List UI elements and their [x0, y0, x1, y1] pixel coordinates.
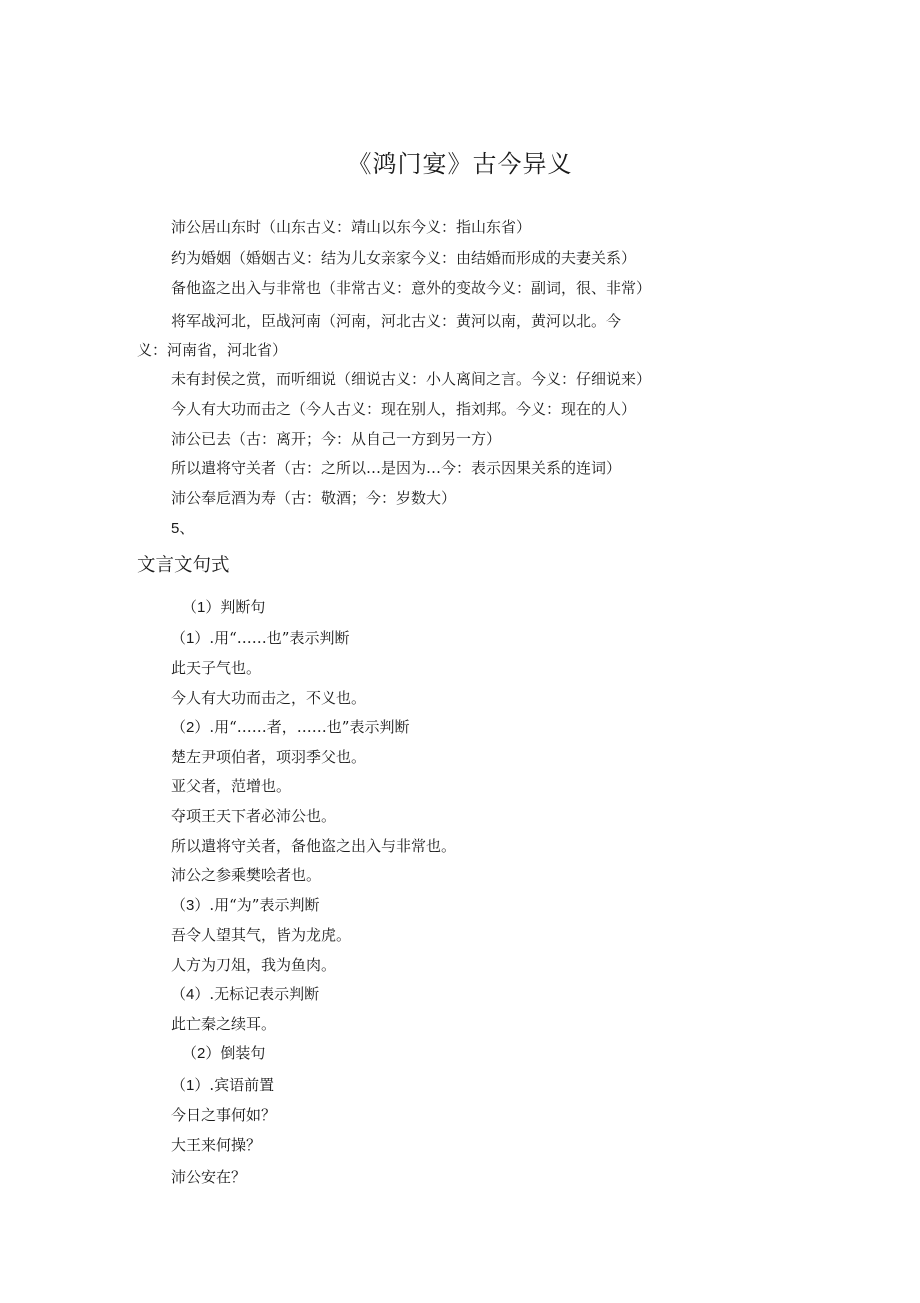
example-sentence: 此天子气也。 — [171, 659, 262, 677]
rule-text: .用“为”表示判断 — [209, 896, 320, 914]
gujin-item: 沛公居山东时（山东古义：靖山以东今义：指山东省） — [171, 218, 532, 236]
document-title: 《鸿门宴》古今异义 — [347, 150, 573, 178]
example-sentence: 亚父者，范增也。 — [171, 777, 292, 795]
gujin-item: 未有封侯之赏，而听细说（细说古义：小人离间之言。今义：仔细说来） — [171, 370, 652, 388]
example-sentence: 沛公安在？ — [171, 1168, 247, 1186]
example-sentence: 今日之事何如？ — [171, 1106, 277, 1124]
example-sentence: 今人有大功而击之，不义也。 — [171, 689, 367, 707]
rule-text: .用“……者，……也”表示判断 — [209, 718, 410, 736]
gujin-item: 备他盗之出入与非常也（非常古义：意外的变故今义：副词，很、非常） — [171, 279, 652, 297]
example-sentence: 此亡秦之续耳。 — [171, 1015, 277, 1033]
rule-number: （2） — [171, 719, 210, 736]
subsection-number: （1） — [182, 599, 221, 616]
example-sentence: 沛公之参乘樊哙者也。 — [171, 866, 322, 884]
rule-heading — [171, 1074, 274, 1097]
rule-heading — [171, 894, 319, 917]
example-sentence: 吾令人望其气，皆为龙虎。 — [171, 926, 352, 944]
rule-number: （3） — [171, 897, 210, 914]
rule-number: （1） — [171, 1077, 210, 1094]
gujin-item: 所以遣将守关者（古：之所以…是因为…今：表示因果关系的连词） — [171, 459, 622, 477]
example-sentence: 所以遣将守关者，备他盗之出入与非常也。 — [171, 837, 457, 855]
subsection-number: （2） — [182, 1045, 221, 1062]
gujin-item: 沛公奉卮酒为寿（古：敬酒；今：岁数大） — [171, 489, 457, 507]
subsection-label: 倒装句 — [220, 1044, 266, 1062]
section-number: 5、 — [171, 520, 195, 537]
example-sentence: 人方为刀俎，我为鱼肉。 — [171, 956, 337, 974]
example-sentence: 夺项王天下者必沛公也。 — [171, 807, 337, 825]
example-sentence: 楚左尹项伯者，项羽季父也。 — [171, 748, 367, 766]
subsection-heading-daozhuang — [182, 1042, 265, 1065]
rule-number: （1） — [171, 630, 210, 647]
rule-text: .用“……也”表示判断 — [209, 629, 350, 647]
gujin-item: 沛公已去（古：离开；今：从自己一方到另一方） — [171, 430, 502, 448]
section-heading: 文言文句式 — [137, 555, 230, 576]
rule-heading — [171, 983, 319, 1006]
example-sentence: 大王来何操？ — [171, 1136, 262, 1154]
gujin-item: 将军战河北，臣战河南（河南，河北古义：黄河以南，黄河以北。今义：河南省，河北省） — [137, 312, 622, 359]
subsection-label: 判断句 — [220, 598, 266, 616]
gujin-item: 今人有大功而击之（今人古义：现在别人，指刘邦。今义：现在的人） — [171, 400, 637, 418]
rule-text: .宾语前置 — [209, 1076, 275, 1094]
gujin-item: 约为婚姻（婚姻古义：结为儿女亲家今义：由结婚而形成的夫妻关系） — [171, 249, 637, 267]
subsection-heading-panduan — [182, 596, 265, 619]
rule-heading — [171, 627, 349, 650]
rule-heading — [171, 716, 409, 739]
rule-number: （4） — [171, 986, 210, 1003]
rule-text: .无标记表示判断 — [209, 985, 320, 1003]
